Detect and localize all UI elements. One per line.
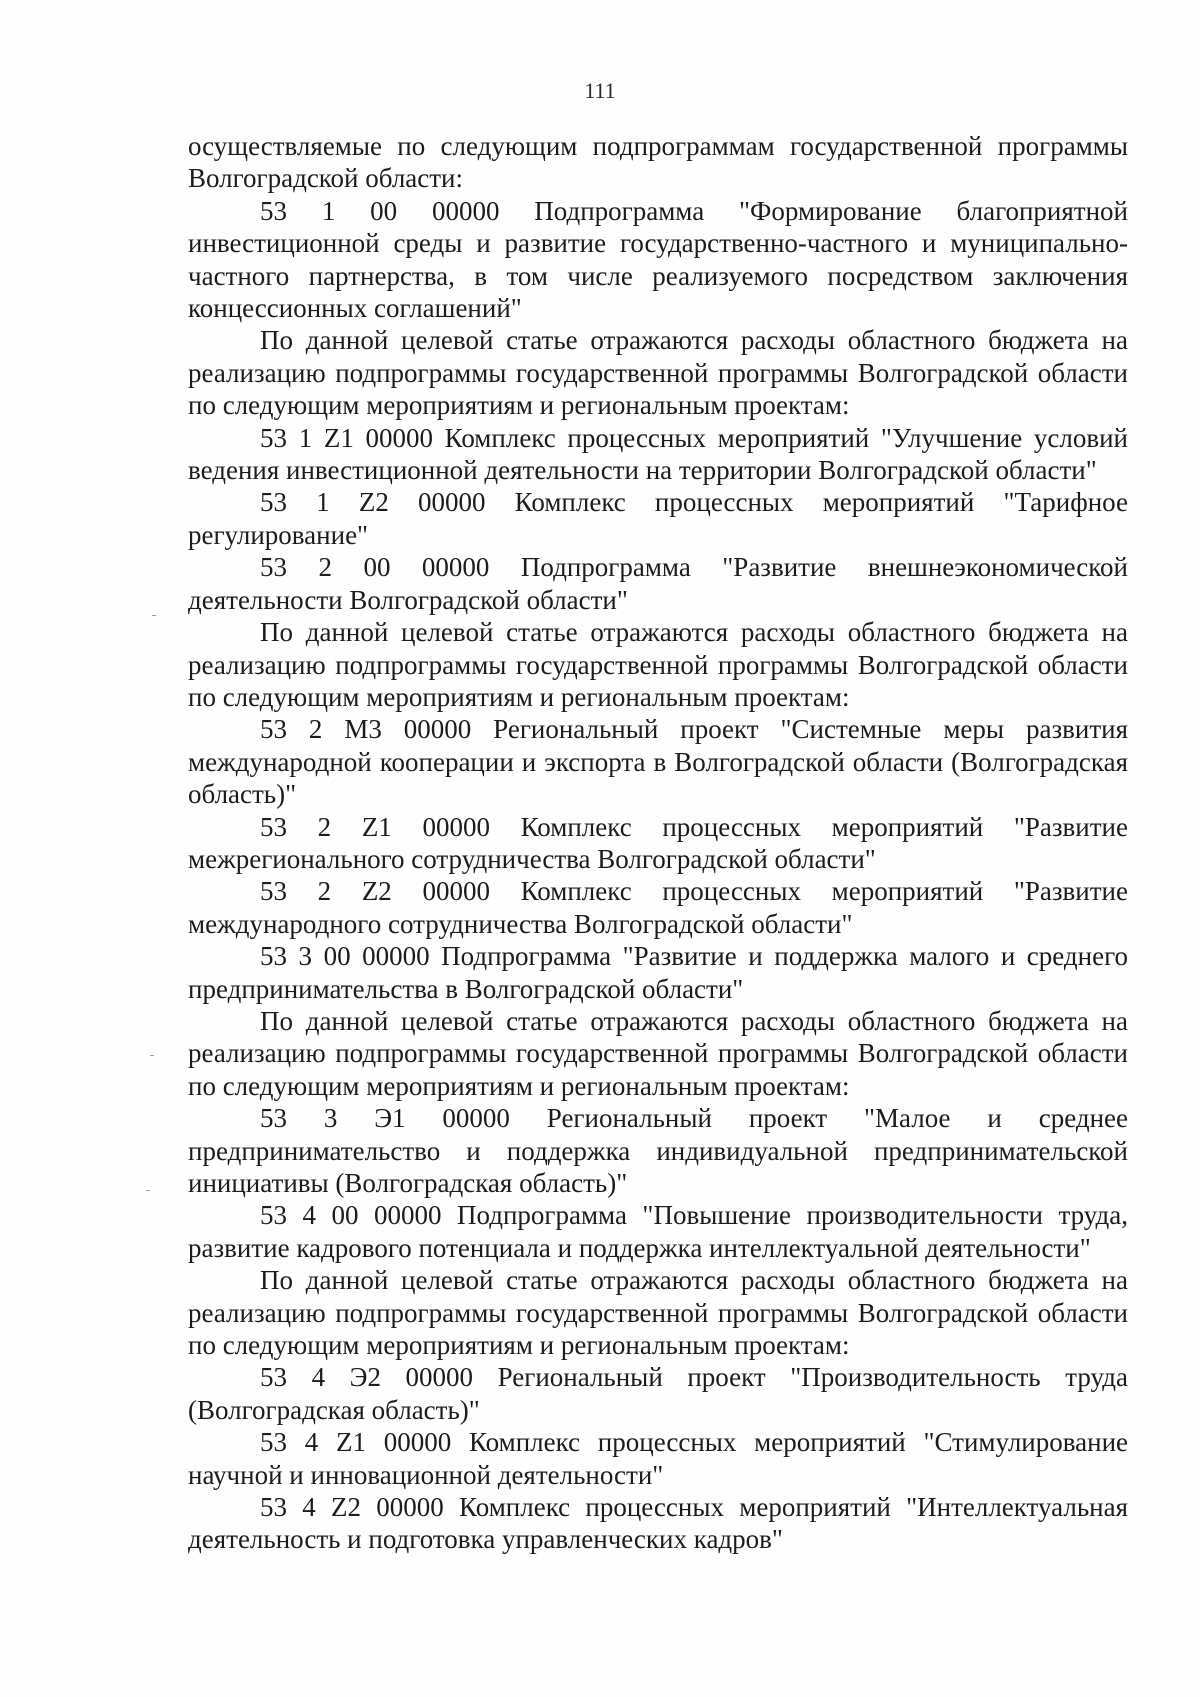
paragraph-532-z1: 53 2 Z1 00000 Комплекс процессных мероприятий "Развитие межрегионального сотрудничества Волгоградской области"	[188, 811, 1128, 874]
paragraph-533-e1: 53 3 Э1 00000 Региональный проект "Малое и среднее предпринимательство и поддержка индивидуальной предпринимательской инициативы (Волгоградская область)"	[188, 1103, 1128, 1198]
paragraph-expenses-note: По данной целевой статье отражаются расходы областного бюджета на реализацию подпрограммы государственной программы Волгоградской области по следующим мероприятиям и региональным проектам:	[188, 1005, 1128, 1101]
scan-speck	[150, 1055, 154, 1056]
paragraph-531-z2: 53 1 Z2 00000 Комплекс процессных мероприятий "Тарифное регулирование"	[188, 487, 1128, 550]
paragraph-532-z2: 53 2 Z2 00000 Комплекс процессных мероприятий "Развитие международного сотрудничества Волгоградской области"	[188, 876, 1128, 939]
page-number: 111	[584, 78, 616, 103]
paragraph-subprogram-531: 53 1 00 00000 Подпрограмма "Формирование благоприятной инвестиционной среды и развитие государственно-частного и муниципально-частного партнерства, в том числе реализуемого посредством заключения концессионных соглашений"	[188, 195, 1128, 324]
paragraph-expenses-note: По данной целевой статье отражаются расходы областного бюджета на реализацию подпрограммы государственной программы Волгоградской области по следующим мероприятиям и региональным проектам:	[188, 617, 1128, 712]
scan-speck	[152, 615, 156, 616]
paragraph-531-z1: 53 1 Z1 00000 Комплекс процессных мероприятий "Улучшение условий ведения инвестиционной деятельности на территории Волгоградской области"	[188, 422, 1128, 486]
paragraph-intro: осуществляемые по следующим подпрограммам государственной программы Волгоградской области:	[188, 131, 1128, 194]
paragraph-534-e2: 53 4 Э2 00000 Региональный проект "Производительность труда (Волгоградская область)"	[188, 1362, 1128, 1425]
paragraph-534-z2: 53 4 Z2 00000 Комплекс процессных мероприятий "Интеллектуальная деятельность и подготовка управленческих кадров"	[188, 1492, 1128, 1555]
paragraph-subprogram-532: 53 2 00 00000 Подпрограмма "Развитие внешнеэкономической деятельности Волгоградской области"	[188, 552, 1128, 615]
document-body	[188, 130, 1128, 1556]
paragraph-subprogram-534: 53 4 00 00000 Подпрограмма "Повышение производительности труда, развитие кадрового потенциала и поддержка интеллектуальной деятельности"	[188, 1200, 1128, 1263]
paragraph-expenses-note: По данной целевой статье отражаются расходы областного бюджета на реализацию подпрограммы государственной программы Волгоградской области по следующим мероприятиям и региональным проектам:	[188, 325, 1128, 421]
scan-speck	[146, 1190, 150, 1191]
paragraph-subprogram-533: 53 3 00 00000 Подпрограмма "Развитие и поддержка малого и среднего предпринимательства в Волгоградской области"	[188, 941, 1128, 1004]
paragraph-532-m3: 53 2 М3 00000 Региональный проект "Системные меры развития международной кооперации и экспорта в Волгоградской области (Волгоградская область)"	[188, 714, 1128, 810]
paragraph-expenses-note: По данной целевой статье отражаются расходы областного бюджета на реализацию подпрограммы государственной программы Волгоградской области по следующим мероприятиям и региональным проектам:	[188, 1265, 1128, 1361]
paragraph-534-z1: 53 4 Z1 00000 Комплекс процессных мероприятий "Стимулирование научной и инновационной деятельности"	[188, 1427, 1128, 1490]
